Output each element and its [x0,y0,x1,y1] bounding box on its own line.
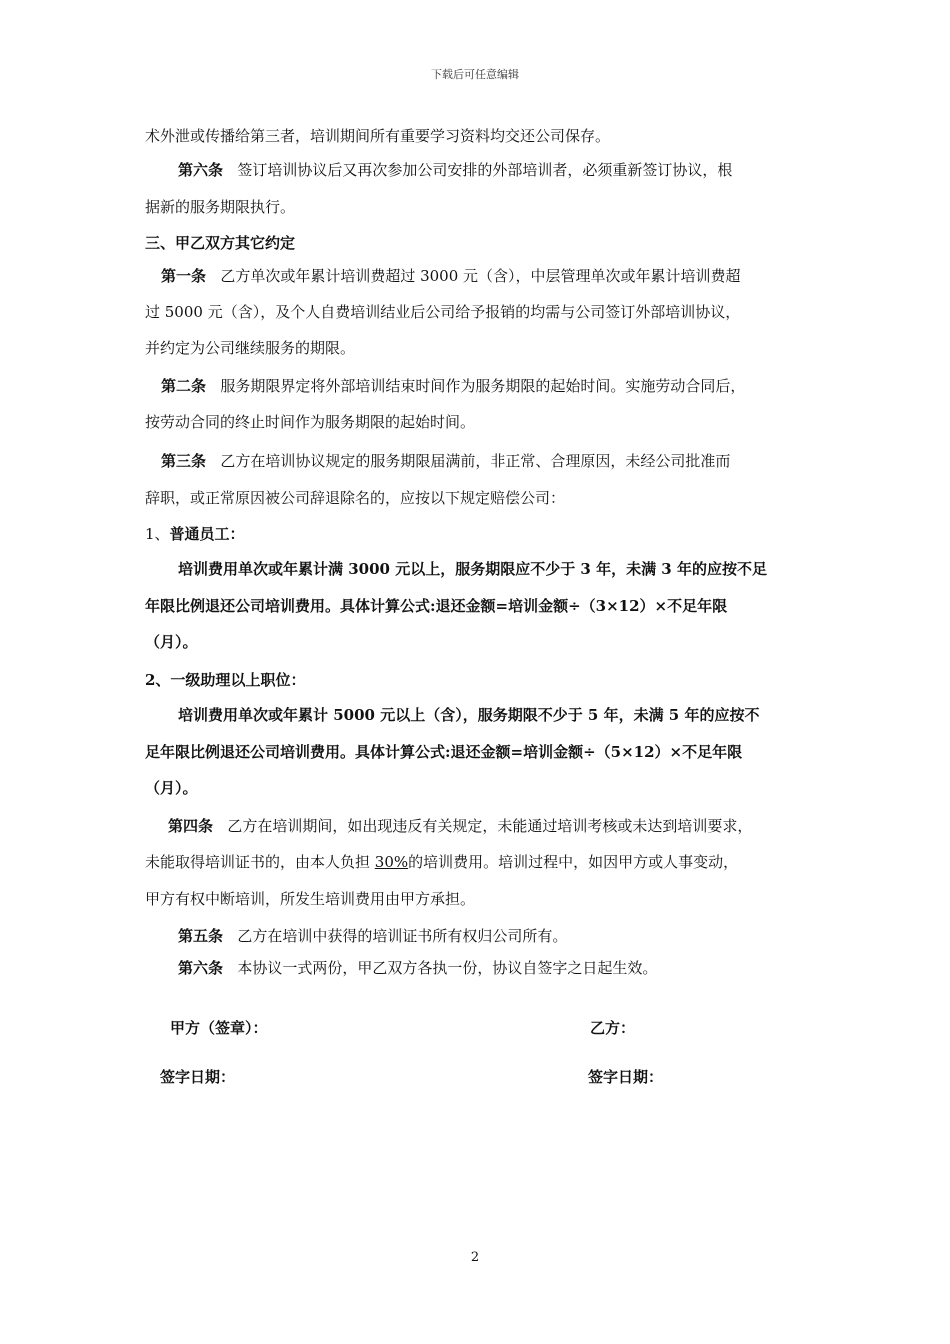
paragraph-line: 据新的服务期限执行。 [145,198,296,216]
paragraph-line: 过 5000 元（含），及个人自费培训结业后公司给予报销的均需与公司签订外部培训协议， [145,303,741,321]
article-text: 乙方在培训期间，如出现违反有关规定，未能通过培训考核或未达到培训要求， [227,817,753,835]
paragraph-line [145,852,738,872]
page-header: 下载后可任意编辑 [431,68,519,81]
article-label: 第四条 [168,817,214,835]
article-text: 乙方在培训中获得的培训证书所有权归公司所有。 [237,927,568,945]
article-line [161,376,745,396]
paragraph-line: 术外泄或传播给第三者，培训期间所有重要学习资料均交还公司保存。 [145,127,611,145]
paragraph-line: （月）。 [145,633,198,651]
article-label: 第六条 [178,161,224,179]
article-label: 第一条 [161,267,207,285]
paragraph-line: 培训费用单次或年累计 5000 元以上（含），服务期限不少于 5 年，未满 5 年的应按不 [178,706,760,724]
text-segment: 未能取得培训证书的，由本人负担 [145,853,375,871]
paragraph-line: 按劳动合同的终止时间作为服务期限的起始时间。 [145,413,476,431]
article-line [161,451,730,471]
party-b-date-label: 签字日期： [588,1068,664,1086]
article-text: 签订培训协议后又再次参加公司安排的外部培训者，必须重新签订协议，根 [237,161,733,179]
article-text: 本协议一式两份，甲乙双方各执一份，协议自签字之日起生效。 [237,959,658,977]
article-label: 第三条 [161,452,207,470]
article-line [178,958,657,978]
paragraph-line: 甲方有权中断培训，所发生培训费用由甲方承担。 [145,890,476,908]
subheading-text: 普通员工： [169,525,245,543]
article-label: 第五条 [178,927,224,945]
subheading-line: 2、一级助理以上职位： [145,671,306,689]
article-line [168,816,752,836]
underlined-percentage: 30% [374,853,409,871]
article-text: 服务期限界定将外部培训结束时间作为服务期限的起始时间。实施劳动合同后， [220,377,746,395]
paragraph-line: 培训费用单次或年累计满 3000 元以上，服务期限应不少于 3 年，未满 3 年的应按不足 [178,560,767,578]
page-number: 2 [470,1250,480,1265]
text-segment: 的培训费用。培训过程中，如因甲方或人事变动， [408,853,739,871]
article-label: 第二条 [161,377,207,395]
article-line [178,926,567,946]
section-heading: 三、甲乙双方其它约定 [145,234,296,252]
paragraph-line: （月）。 [145,779,198,797]
paragraph-line: 辞职，或正常原因被公司辞退除名的，应按以下规定赔偿公司： [145,489,566,507]
subheading-line [145,524,245,544]
paragraph-line: 年限比例退还公司培训费用。具体计算公式:退还金额=培训金额÷（3×12）×不足年限 [145,597,728,615]
party-a-signature-label: 甲方（签章）： [170,1019,268,1037]
article-line [178,160,732,180]
article-line [161,266,741,286]
list-number: 1、 [145,525,170,543]
party-b-signature-label: 乙方： [590,1019,636,1037]
article-text: 乙方单次或年累计培训费超过 3000 元（含），中层管理单次或年累计培训费超 [220,267,741,285]
paragraph-line: 足年限比例退还公司培训费用。具体计算公式:退还金额=培训金额÷（5×12）×不足年限 [145,743,743,761]
article-text: 乙方在培训协议规定的服务期限届满前，非正常、合理原因，未经公司批准而 [220,452,731,470]
article-label: 第六条 [178,959,224,977]
paragraph-line: 并约定为公司继续服务的期限。 [145,339,356,357]
party-a-date-label: 签字日期： [160,1068,236,1086]
